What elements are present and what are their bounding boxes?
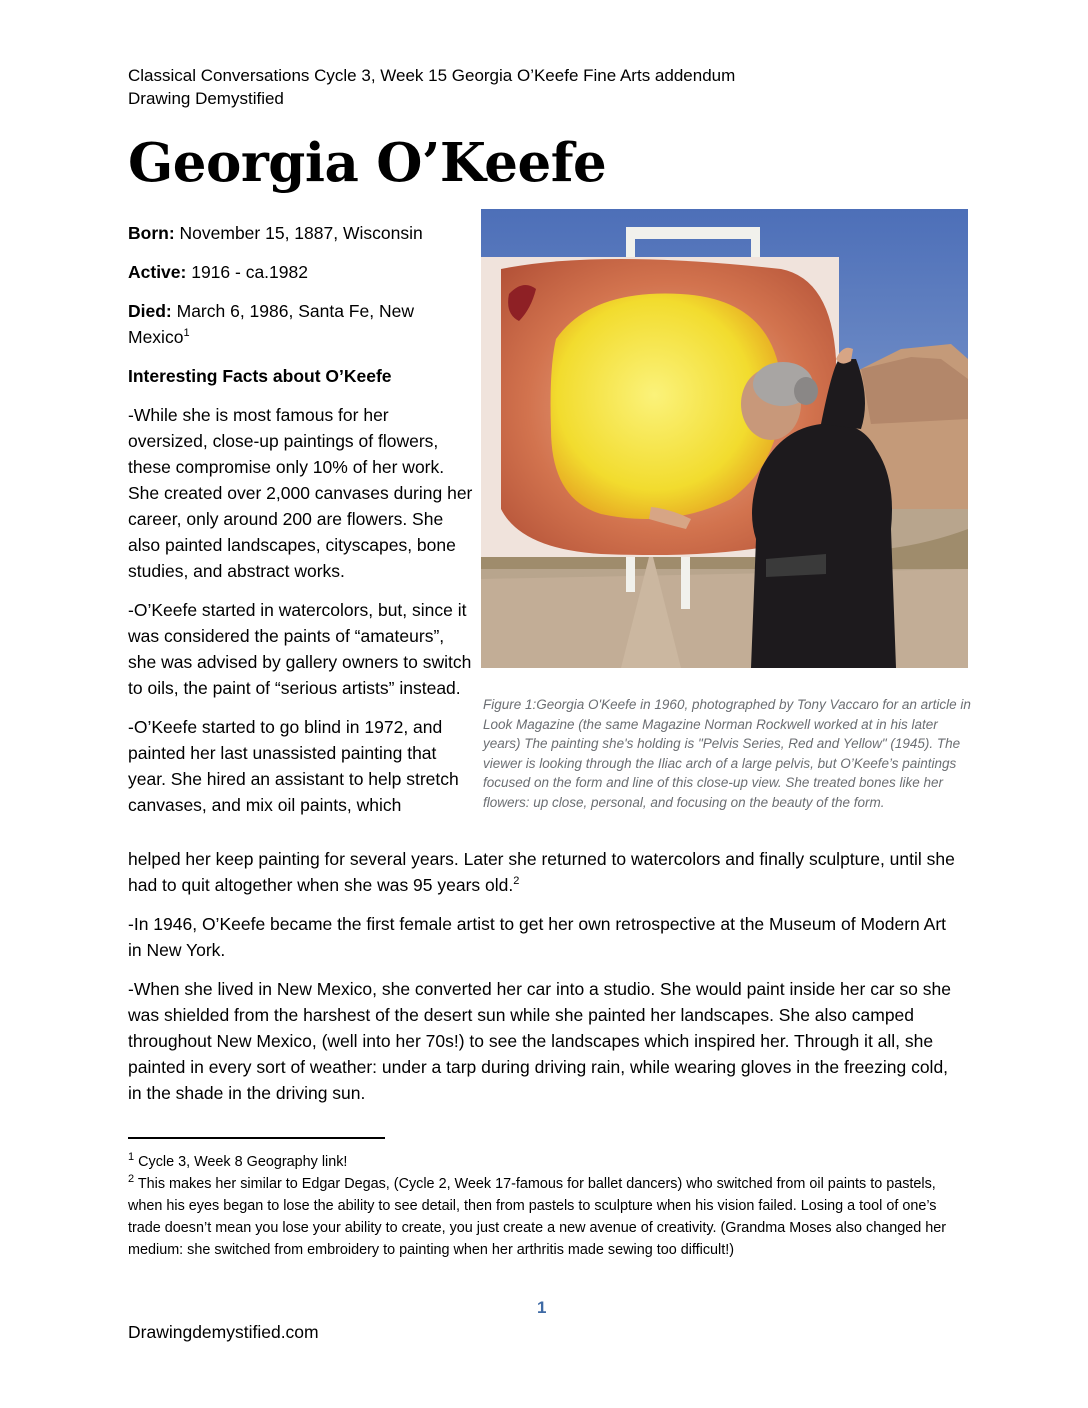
died-value: March 6, 1986, Santa Fe, New Mexico (128, 301, 414, 347)
photo-illustration (481, 209, 968, 668)
paragraph-blind-continued: helped her keep painting for several years. Later she returned to watercolors and finally sculpture, until she had to quit altogether when she was 95 years old.$^2$ (128, 849, 955, 895)
figure-caption: Figure 1:Georgia O'Keefe in 1960, photographed by Tony Vaccaro for an article in Look Magazine (the same Magazine Norman Rockwell worked at in his later years) The painting she's holding is "Pelvis Series, Red and Yellow" (1945). The viewer is looking through the Iliac arch of a large pelvis, but O’Keefe’s paintings focused on the form and line of this close-up view. She treated bones like her flowers: up close, personal, and focusing on the beauty of the form. (483, 697, 971, 810)
interesting-facts-heading: Interesting Facts about O’Keefe (128, 366, 392, 386)
active-label: Active: (128, 262, 187, 282)
footnote-1: $^1$ Cycle 3, Week 8 Geography link! (128, 1151, 348, 1170)
paragraph-watercolors: -O’Keefe started in watercolors, but, since it was considered the paints of “amateurs”, she was advised by gallery owners to switch to oils, the paint of “serious artists” instead. (128, 600, 472, 698)
born-label: Born: (128, 223, 175, 243)
page-number: 1 (537, 1298, 547, 1317)
died-fact (128, 298, 473, 350)
active-value: 1916 - ca.1982 (186, 262, 308, 282)
paragraph-flowers: -While she is most famous for her oversized, close-up paintings of flowers, these compromise only 10% of her work. She created over 2,000 canvases during her career, only around 200 are flowers. She also painted landscapes, cityscapes, bone studies, and abstract works. (128, 405, 473, 581)
footer-site[interactable]: Drawingdemystified.com (128, 1322, 319, 1342)
born-value: November 15, 1887, Wisconsin (174, 223, 423, 243)
header-line-1: Classical Conversations Cycle 3, Week 15 Georgia O’Keefe Fine Arts addendum (128, 66, 736, 85)
paragraph-blind-start: -O’Keefe started to go blind in 1972, and painted her last unassisted painting that year. She hired an assistant to help stretch canvases, and mix oil paints, which (128, 717, 459, 815)
paragraph-new-mexico: -When she lived in New Mexico, she converted her car into a studio. She would paint inside her car so she was shielded from the harshest of the desert sun while she painted her landscapes. She also camped throughout New Mexico, (well into her 70s!) to see the landscapes which inspired her. Through it all, she painted in every sort of weather: under a tarp during driving rain, while wearing gloves in the freezing cold, in the shade in the driving sun. (128, 979, 951, 1103)
document-header (128, 64, 735, 110)
okeefe-photo (481, 209, 968, 668)
born-fact (128, 220, 473, 246)
full-width-text (128, 846, 963, 1119)
footnote-ref-1[interactable]: 1 (183, 327, 190, 340)
footnote-ref-2[interactable]: 2 (513, 875, 520, 888)
header-line-2: Drawing Demystified (128, 89, 284, 108)
left-column (128, 220, 473, 818)
paragraph-moma: -In 1946, O’Keefe became the first female artist to get her own retrospective at the Museum of Modern Art in New York. (128, 914, 947, 960)
page-title: Georgia O’Keefe (128, 132, 607, 194)
footnotes (128, 1151, 963, 1261)
footnote-2: $^2$ This makes her similar to Edgar Degas, (Cycle 2, Week 17-famous for ballet dancers) who switched from oil paints to pastels, when his eyes began to lose the ability to see detail, then from pastels to sculpture when his vision failed. Losing a tool of one’s trade doesn’t mean you lose your ability to create, you just create a new avenue of creativity. (Grandma Moses also changed her medium: she switched from embroidery to painting when her arthritis made sewing too difficult!) (128, 1173, 947, 1258)
footnote-divider (128, 1137, 385, 1139)
died-label: Died: (128, 301, 172, 321)
active-fact (128, 259, 473, 285)
